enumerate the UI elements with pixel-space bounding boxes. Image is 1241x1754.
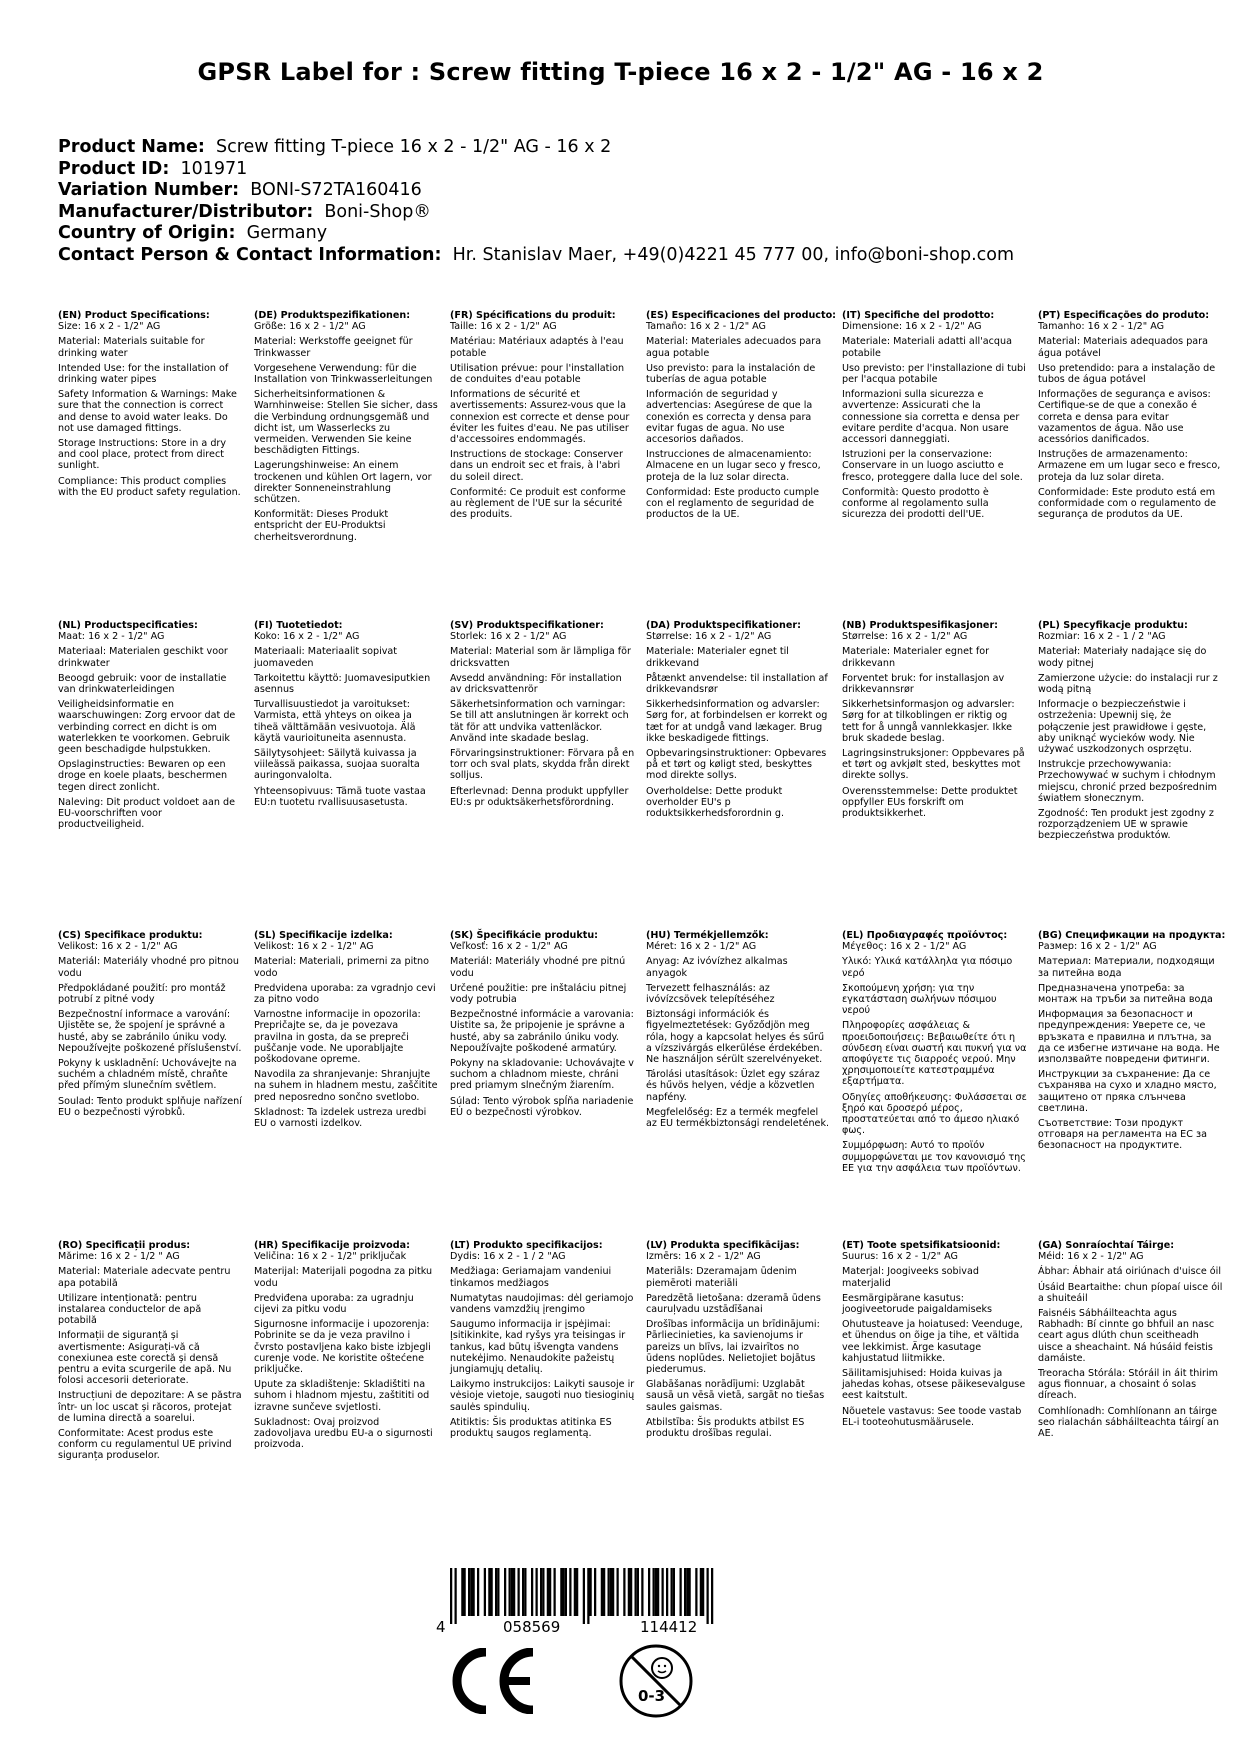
barcode-bar [563,1568,565,1616]
spec-line: Efterlevnad: Denna produkt uppfyller EU:s pr oduktsäkerhetsförordning. [450,785,629,808]
barcode-bar [673,1568,675,1616]
spec-line: Uso previsto: para la instalación de tuberías de agua potable [646,362,816,386]
spec-header: (EN) Product Specifications: [58,310,210,321]
spec-line: Υλικό: Υλικά κατάλληλα για πόσιμο νερό [842,956,1013,979]
spec-line: Conformidade: Este produto está em conformidade com o regulamento de segurança de produtos da UE. [1038,486,1217,521]
spec-line: Materjal: Joogiveeks sobivad materjalid [842,1266,979,1289]
spec-line: Vorgesehene Verwendung: für die Installation von Trinkwasserleitungen [254,362,433,386]
spec-line: Material: Werkstoffe geeignet für Trinkwasser [254,336,413,359]
spec-line: Beoogd gebruik: voor de installatie van drinkwaterleidingen [58,672,227,696]
spec-line: Veiligheidsinformatie en waarschuwingen: Zorg ervoor dat de verbinding correct en dicht is om waterlekken te voorkomen. Gebruik geen beschadigde hulpstukken. [58,699,236,756]
spec-line: Méid: 16 x 2 - 1/2" AG [1038,1251,1144,1263]
spec-line: Lagerungshinweise: An einem trockenen und kühlen Ort lagern, vor direkter Sonneneinstrahlung schützen. [254,460,432,506]
spec-line: Veličina: 16 x 2 - 1/2" priključak [254,1251,407,1263]
spec-line: Uso previsto: per l'installazione di tubi per l'acqua potabile [842,362,1026,386]
spec-header: (EL) Προδιαγραφές προϊόντος: [842,930,1008,941]
info-label: Product Name: [58,137,205,157]
spec-line: Tárolási utasítások: Üzlet egy száraz és hűvös helyen, védje a közvetlen napfény. [646,1069,820,1103]
info-manufacturer [58,202,1014,224]
spec-block [450,620,635,812]
spec-line: Medžiaga: Geriamajam vandeniui tinkamos medžiagos [450,1266,612,1289]
barcode-bar [695,1568,697,1616]
spec-block [254,1240,439,1454]
spec-line: Material: Materiales adecuados para agua potable [646,336,822,359]
spec-line: Atbilstība: Šis produkts atbilst ES produktu drošības regulai. [646,1416,805,1440]
spec-line: Upute za skladištenje: Skladištiti na suhom i hladnom mjestu, zaštititi od izravne sunčeve svjetlosti. [254,1379,430,1413]
barcode-bar [513,1568,515,1616]
info-product-id [58,159,1014,181]
spec-block [254,310,439,547]
spec-line: Atitiktis: Šis produktas atitinka ES produktų saugos reglamentą. [450,1416,612,1440]
spec-block [450,1240,635,1443]
barcode-bar [630,1568,632,1616]
spec-line: Påtænkt anvendelse: til installation af drikkevandsrør [646,672,828,696]
spec-line: Utilisation prévue: pour l'installation de conduites d'eau potable [450,362,625,386]
spec-header: (GA) Sonraíochtaí Táirge: [1038,1240,1175,1251]
spec-header: (NL) Productspecificaties: [58,620,198,631]
spec-line: Opslaginstructies: Bewaren op een droge en koele plaats, beschermen tegen direct zonlicht. [58,759,228,793]
barcode-bar [549,1568,551,1616]
spec-line: Instrucciones de almacenamiento: Almacene en un lugar seco y fresco, proteja de la luz solar directa. [646,449,821,483]
spec-line: Tarkoitettu käyttö: Juomavesiputkien asennus [254,672,431,696]
spec-line: Предназначена употреба: за монтаж на тръби за питейна вода [1038,982,1213,1006]
spec-line: Σκοπούμενη χρήση: για την εγκατάσταση σωλήνων πόσιμου νερού [842,982,997,1017]
barcode-bar [497,1568,499,1616]
spec-line: Størrelse: 16 x 2 - 1/2" AG [842,631,968,643]
spec-line: Méret: 16 x 2 - 1/2" AG [646,941,757,953]
spec-line: Navodila za shranjevanje: Shranjujte na suhem in hladnem mestu, zaščitite pred neposredno sončno svetlobo. [254,1069,438,1103]
spec-line: Conformitate: Acest produs este conform cu regulamentul UE privind siguranța produselor. [58,1428,232,1462]
spec-block [842,620,1027,823]
barcode-bar [707,1568,709,1624]
info-value: 101971 [180,158,248,179]
spec-line: Materiāls: Dzeramajam ūdenim piemēroti materiāli [646,1266,797,1289]
spec-line: Laikymo instrukcijos: Laikyti sausoje ir vėsioje vietoje, saugoti nuo tiesioginių saulės spindulių. [450,1379,635,1413]
barcode-digits-right: 114412 [640,1618,698,1636]
spec-line: Storlek: 16 x 2 - 1/2" AG [450,631,567,643]
barcode-bar [655,1568,657,1616]
spec-line: Glabāšanas norādījumi: Uzglabāt sausā un vēsā vietā, sargāt no tiešas saules gaismas. [646,1379,825,1413]
spec-line: Förvaringsinstruktioner: Förvara på en torr och sval plats, skydda från direkt solljus. [450,748,635,782]
barcode-digits-left: 4 [436,1618,446,1636]
spec-line: Συμμόρφωση: Αυτό το προϊόν συμμορφώνεται με τον κανονισμό της ΕΕ για την ασφάλεια των προϊόντων. [842,1140,1026,1174]
spec-line: Pokyny na skladovanie: Uchovávajte v suchom a chladnom mieste, chráni pred priamym slnečným žiarením. [450,1058,634,1092]
spec-line: Matériau: Matériaux adaptés à l'eau potable [450,336,624,359]
info-product-name [58,137,1014,159]
spec-line: Soulad: Tento produkt splňuje nařízení EU o bezpečnosti výrobků. [58,1095,242,1118]
spec-line: Treoracha Stórála: Stóráil in áit thirim agus fionnuar, a chosaint ó solas díreach. [1038,1368,1218,1402]
barcode-bar [657,1568,659,1616]
spec-line: Faisnéis Sábháilteachta agus Rabhadh: Bí cinnte go bhfuil an nasc ceart agus dlúth chun sceitheadh uisce a sheachaint. Ná húsáid feistis damáiste. [1038,1308,1215,1364]
spec-line: Predviđena uporaba: za ugradnju cijevi za pitku vodu [254,1292,414,1316]
spec-line: Úsáid Beartaithe: chun píopaí uisce óil a shuiteáil [1038,1281,1223,1304]
spec-header: (CS) Specifikace produktu: [58,930,203,941]
spec-header: (SV) Produktspecifikationer: [450,620,604,631]
spec-line: Safety Information & Warnings: Make sure that the connection is correct and dense to avoid water leaks. Do not use damaged fittings. [58,389,237,434]
age-label: 0-3 [638,1687,666,1705]
spec-line: Materiaal: Materialen geschikt voor drinkwater [58,646,228,669]
barcode-bar [587,1568,589,1624]
spec-block [450,930,635,1122]
info-value: Germany [246,223,328,243]
spec-line: Dydis: 16 x 2 - 1 / 2 "AG [450,1251,566,1263]
spec-header: (PT) Especificações do produto: [1038,310,1210,321]
spec-line: Veľkosť: 16 x 2 - 1/2" AG [450,941,568,953]
spec-line: Forventet bruk: for installasjon av drikkevannsrør [842,672,1005,696]
spec-header: (LT) Produkto specifikacijos: [450,1240,603,1251]
barcode-bar [590,1568,592,1616]
barcode-bar [504,1568,506,1616]
spec-header: (NB) Produktspesifikasjoner: [842,620,999,631]
spec-line: Πληροφορίες ασφάλειας & προειδοποιήσεις: Βεβαιωθείτε ότι η σύνδεση είναι σωστή και πυκνή για να αποφύγετε τις διαρροές νερού. Μην χρησιμοποιείτε κατεστραμμένα εξαρτήματα. [842,1020,1027,1088]
spec-header: (HU) Termékjellemzők: [646,930,769,941]
barcode-bar [612,1568,614,1616]
barcode-bar [601,1568,603,1616]
barcode-bar [662,1568,664,1616]
spec-block [646,620,831,823]
barcode-bar [461,1568,463,1616]
spec-line: Informacje o bezpieczeństwie i ostrzeżenia: Upewnij się, że połączenie jest prawidłowe i gęste, aby uniknąć wycieków wody. Nie używać uszkodzonych osprzętu. [1038,699,1207,756]
barcode-bar [455,1568,457,1624]
info-value: Boni-Shop® [324,201,431,222]
barcode-bar [653,1568,655,1616]
spec-line: Zgodność: Ten produkt jest zgodny z rozporządzeniem UE w sprawie bezpieczeństwa produktów. [1038,808,1214,842]
barcode-bar [603,1568,605,1616]
spec-line: Material: Materiais adequados para água potável [1038,336,1208,359]
spec-line: Intended Use: for the installation of drinking water pipes [58,362,229,386]
spec-block [450,310,635,524]
spec-line: Overholdelse: Dette produkt overholder EU's p roduktsikkerhedsforordnin g. [646,785,785,820]
barcode-bar [689,1568,691,1616]
spec-line: Určené použitie: pre inštaláciu pitnej vody potrubia [450,982,627,1006]
info-value: BONI-S72TA160416 [250,180,422,200]
spec-line: Saugumo informacija ir įspėjimai: Įsitikinkite, kad ryšys yra teisingas ir tankus, kad būtų išvengta vandens nutekėjimo. Nenaudokite pažeistų jungiamųjų detalių. [450,1319,626,1376]
barcode-bar [518,1568,520,1616]
barcode-bar [565,1568,567,1616]
spec-block [646,310,837,524]
spec-line: Материал: Материали, подходящи за питейна вода [1038,956,1215,979]
info-label: Contact Person & Contact Information: [58,244,442,265]
spec-block [254,930,439,1133]
barcode-bar [637,1568,639,1616]
spec-line: Konformität: Dieses Produkt entspricht der EU-Produktsi cherheitsverordnung. [254,509,389,543]
barcode-bar [617,1568,619,1616]
barcode-bar [680,1568,682,1616]
spec-line: Overensstemmelse: Dette produktet oppfyller EUs forskrift om produktsikkerhet. [842,785,1018,820]
spec-header: (RO) Specificații produs: [58,1240,191,1251]
spec-line: Instruções de armazenamento: Armazene em um lugar seco e fresco, proteja da luz solar direta. [1038,449,1221,483]
info-variation-number [58,180,1014,202]
spec-line: Material: Materials suitable for drinking water [58,336,205,359]
spec-line: Suurus: 16 x 2 - 1/2" AG [842,1251,958,1263]
spec-line: Materiale: Materialer egnet for drikkevann [842,646,990,669]
spec-line: Ohutusteave ja hoiatused: Veenduge, et ühendus on õige ja tihe, et vältida vee lekkimist. Ärge kasutage kahjustatud liitmikke. [842,1319,1023,1364]
spec-block [842,930,1027,1178]
spec-line: Tamanho: 16 x 2 - 1/2" AG [1038,321,1165,333]
spec-line: Informații de siguranță și avertismente: Asigurați-vă că conexiunea este corectă și densă pentru a evita scurgerile de apă. Nu folosi accesorii deteriorate. [58,1330,232,1387]
spec-line: Информация за безопасност и предупреждения: Уверете се, че връзката е правилна и плътна, за да се избегне изтичане на вода. Не използвайте повредени фитинги. [1038,1009,1220,1066]
spec-block [58,930,243,1122]
barcode-bar [608,1568,610,1616]
spec-line: Varnostne informacije in opozorila: Prepričajte se, da je povezava pravilna in gosta, da se prepreči puščanje vode. Ne uporabljajte poškodovane opreme. [254,1009,421,1066]
spec-line: Οδηγίες αποθήκευσης: Φυλάσσεται σε ξηρό και δροσερό μέρος, προστατεύεται από το άμεσο ηλιακό φως. [842,1091,1027,1137]
spec-line: Materiał: Materiały nadające się do wody pitnej [1038,646,1207,669]
spec-line: Materiale: Materialer egnet til drikkevand [646,646,789,669]
spec-line: Sikkerhedsinformation og advarsler: Sørg for, at forbindelsen er korrekt og tæt for at undgå vand lækager. Brug ikke beskadigede fittings. [646,699,828,744]
spec-line: Størrelse: 16 x 2 - 1/2" AG [646,631,772,643]
spec-line: Size: 16 x 2 - 1/2" AG [58,321,161,333]
ce-mark-icon [450,1648,540,1714]
spec-header: (BG) Спецификации на продукта: [1038,930,1226,941]
spec-line: Velikost: 16 x 2 - 1/2" AG [58,941,178,953]
barcode-bar [641,1568,643,1616]
spec-line: Materiál: Materiály vhodné pre pitnú vodu [450,956,626,979]
page-title: GPSR Label for : Screw fitting T-piece 16 x 2 - 1/2" AG - 16 x 2 [197,58,1044,86]
spec-line: Maat: 16 x 2 - 1/2" AG [58,631,165,643]
spec-header: (DE) Produktspezifikationen: [254,310,411,321]
barcode-bar [464,1568,466,1616]
spec-line: Opbevaringsinstruktioner: Opbevares på et tørt og køligt sted, beskyttes mod direkte sollys. [646,748,827,782]
barcode-bar [702,1568,704,1616]
barcode-bar [686,1568,688,1616]
spec-line: Izmērs: 16 x 2 - 1/2" AG [646,1251,761,1263]
spec-line: Informations de sécurité et avertissements: Assurez-vous que la connexion est correcte et dense pour éviter les fuites d'eau. Ne pas utiliser d'accessoires endommagés. [450,389,630,446]
barcode-bars [430,1568,730,1624]
spec-header: (HR) Specifikacije proizvoda: [254,1240,410,1251]
spec-block [646,1240,831,1443]
spec-block [842,1240,1027,1432]
barcode-bar [628,1568,630,1616]
barcode-bar [524,1568,526,1616]
spec-line: Nõuetele vastavus: See toode vastab EL-i tooteohutusmäärusele. [842,1405,1022,1428]
barcode-bar [542,1568,544,1616]
spec-line: Taille: 16 x 2 - 1/2" AG [450,321,557,333]
spec-line: Conformité: Ce produit est conforme au règlement de l'UE sur la sécurité des produits. [450,486,626,521]
spec-line: Säilitamisjuhised: Hoida kuivas ja jahedas kohas, otsese päikesevalguse eest kaitstult. [842,1368,1026,1402]
spec-line: Informazioni sulla sicurezza e avvertenze: Assicurati che la connessione sia corretta e densa per evitare perdite d'acqua. Non usare accessori danneggiati. [842,389,1020,446]
spec-line: Velikost: 16 x 2 - 1/2" AG [254,941,374,953]
info-label: Manufacturer/Distributor: [58,201,314,222]
barcode-bar [468,1568,470,1616]
barcode-bar [473,1568,475,1616]
spec-line: Bezpečnostné informácie a varovania: Uistite sa, že pripojenie je správne a husté, aby sa zabránilo úniku vody. Nepoužívajte poškodené armatúry. [450,1009,634,1054]
info-value: Hr. Stanislav Maer, +49(0)4221 45 777 00, info@boni-shop.com [452,244,1015,265]
spec-line: Conformidad: Este producto cumple con el reglamento de seguridad de productos de la UE. [646,486,819,521]
spec-line: Tamaño: 16 x 2 - 1/2" AG [646,321,766,333]
spec-block [254,620,439,812]
spec-line: Información de seguridad y advertencias: Asegúrese de que la conexión es correcta y densa para evitar fugas de agua. No use accesorios dañados. [646,389,813,446]
barcode-bar [711,1568,713,1624]
barcode-bar [484,1568,486,1616]
spec-line: Súlad: Tento výrobok spĺňa nariadenie EÚ o bezpečnosti výrobkov. [450,1095,634,1118]
barcode-bar [531,1568,533,1616]
spec-header: (PL) Specyfikacje produktu: [1038,620,1188,631]
spec-block [842,310,1027,524]
spec-line: Säilytysohjeet: Säilytä kuivassa ja viileässä paikassa, suojaa suoralta auringonvalolta. [254,748,420,782]
spec-header: (DA) Produktspecifikationer: [646,620,801,631]
spec-line: Größe: 16 x 2 - 1/2" AG [254,321,366,333]
barcode-bar [635,1568,637,1616]
barcode-bar [450,1568,452,1624]
spec-line: Předpokládané použití: pro montáž potrubí z pitné vody [58,982,226,1006]
barcode-digits-mid: 058569 [503,1618,561,1636]
spec-block [58,310,243,502]
spec-line: Materiale: Materiali adatti all'acqua potabile [842,336,1012,359]
spec-line: Turvallisuustiedot ja varoitukset: Varmista, että yhteys on oikea ja tiheä välttämään vesivuotoja. Älä käytä vaurioituneita asennusta. [254,699,416,744]
spec-line: Anyag: Az ivóvízhez alkalmas anyagok [646,956,788,979]
barcode-bar [495,1568,497,1616]
barcode-bar [536,1568,538,1616]
barcode-bar [574,1568,576,1616]
spec-line: Comhlíonadh: Comhlíonann an táirge seo rialachán sábháilteachta táirgí an AE. [1038,1405,1219,1440]
info-label: Country of Origin: [58,223,236,243]
info-label: Product ID: [58,158,170,179]
spec-line: Materiaali: Materiaalit sopivat juomaveden [254,646,398,669]
spec-block [1038,310,1223,524]
barcode-bar [684,1568,686,1616]
spec-line: Bezpečnostní informace a varování: Ujistěte se, že spojení je správné a husté, aby se zabránilo úniku vody. Nepoužívejte poškozené příslušenství. [58,1009,242,1054]
spec-line: Istruzioni per la conservazione: Conservare in un luogo asciutto e fresco, proteggere dalla luce del sole. [842,449,1023,483]
barcode-bar [547,1568,549,1616]
barcode-bar [488,1568,490,1616]
spec-line: Rozmiar: 16 x 2 - 1 / 2 "AG [1038,631,1166,643]
spec-line: Uso pretendido: para a instalação de tubos de água potável [1038,362,1216,386]
spec-line: Koko: 16 x 2 - 1/2" AG [254,631,360,643]
spec-line: Material: Materiali, primerni za pitno vodo [254,956,429,979]
spec-line: Pokyny k uskladnění: Uchovávejte na suchém a chladném místě, chraňte před přímým slunečním světlem. [58,1058,237,1092]
spec-line: Sigurnosne informacije i upozorenja: Pobrinite se da je veza pravilno i čvrsto postavljena kako biste izbjegli curenje vode. Ne koristite oštećene priključke. [254,1319,431,1376]
barcode-bar [671,1568,673,1616]
spec-line: Material: Materiale adecvate pentru apa potabilă [58,1266,231,1289]
spec-block [1038,1240,1223,1443]
spec-line: Ábhar: Ábhair atá oiriúnach d'uisce óil [1038,1266,1221,1278]
barcode-bar [666,1568,668,1616]
spec-line: Sukladnost: Ovaj proizvod zadovoljava uredbu EU-a o sigurnosti proizvoda. [254,1416,433,1451]
info-contact [58,245,1014,267]
spec-line: Sicherheitsinformationen & Warnhinweise: Stellen Sie sicher, dass die Verbindung ordnungsgemäß und dicht ist, um Wasserlecks zu vermeiden. Verwenden Sie keine beschädigten Fittings. [254,389,438,457]
spec-line: Utilizare intenționată: pentru instalarea conductelor de apă potabilă [58,1292,202,1327]
spec-line: Lagringsinstruksjoner: Oppbevares på et tørt og avkjølt sted, beskyttes mot direkte sollys. [842,748,1025,782]
spec-line: Megfelelőség: Ez a termék megfelel az EU termékbiztonsági rendeletének. [646,1106,830,1130]
spec-line: Material: Material som är lämpliga för dricksvatten [450,646,631,669]
barcode-bar [470,1568,472,1616]
spec-header: (SL) Specifikacije izdelka: [254,930,393,941]
spec-line: Размер: 16 x 2 - 1/2" AG [1038,941,1157,953]
barcode-bar [509,1568,511,1616]
spec-block [646,930,831,1133]
spec-line: Sikkerhetsinformasjon og advarsler: Sørg for at tilkoblingen er riktig og tett for å unngå vannlekkasjer. Ikke bruk skadede beslag. [842,699,1015,744]
spec-line: Skladnost: Ta izdelek ustreza uredbi EU o varnosti izdelkov. [254,1106,427,1130]
barcode-bar [540,1568,542,1616]
info-country-of-origin [58,223,1014,245]
info-label: Variation Number: [58,180,240,200]
barcode-bar [560,1568,562,1616]
barcode-bar [594,1568,596,1616]
barcode-bar [576,1568,578,1616]
spec-line: Инструкции за съхранение: Да се съхранява на сухо и хладно място, защитено от пряка слънчева светлина. [1038,1069,1217,1114]
barcode-bar [491,1568,493,1616]
spec-line: Mărime: 16 x 2 - 1/2 " AG [58,1251,180,1263]
barcode-bar [648,1568,650,1616]
spec-line: Predvidena uporaba: za vgradnjo cevi za pitno vodo [254,982,436,1006]
spec-header: (SK) Špecifikácie produktu: [450,930,599,941]
product-info [58,137,1014,266]
spec-line: Yhteensopivuus: Tämä tuote vastaa EU:n tuotetu rvallisuusasetusta. [254,785,426,808]
age-warning-icon [618,1643,694,1719]
spec-line: Tervezett felhasználás: az ivóvízcsövek telepítéséhez [646,982,775,1006]
barcode-bar [554,1568,556,1616]
spec-line: Numatytas naudojimas: dėl geriamojo vandens vamzdžių įrengimo [450,1292,634,1316]
spec-block [58,620,243,834]
spec-line: Eesmärgipärane kasutus: joogiveetorude paigaldamiseks [842,1292,993,1316]
spec-header: (ET) Toote spetsifikatsioonid: [842,1240,1001,1251]
info-value: Screw fitting T-piece 16 x 2 - 1/2" AG - 16 x 2 [216,137,612,157]
barcode-bar [477,1568,479,1616]
spec-line: Avsedd användning: För installation av dricksvattenrör [450,672,622,696]
spec-header: (LV) Produkta specifikācijas: [646,1240,800,1251]
spec-line: Conformità: Questo prodotto è conforme al regolamento sulla sicurezza dei prodotti dell'UE. [842,486,989,521]
spec-block [1038,930,1226,1156]
barcode-bar [569,1568,571,1616]
spec-line: Съответствие: Този продукт отговаря на регламента на ЕС за безопасност на продуктите. [1038,1118,1207,1152]
barcode-bar [700,1568,702,1616]
spec-line: Drošības informācija un brīdinājumi: Pārliecinieties, ka savienojums ir pareizs un blīvs, lai izvairītos no ūdens noplūdes. Nelietojiet bojātus piederumus. [646,1319,820,1376]
spec-line: Instructions de stockage: Conserver dans un endroit sec et frais, à l'abri du soleil direct. [450,449,623,483]
spec-line: Instrukcje przechowywania: Przechowywać w suchym i chłodnym miejscu, chronić przed bezpośrednim światłem słonecznym. [1038,759,1217,804]
spec-header: (IT) Specifiche del prodotto: [842,310,995,321]
barcode-bar [623,1568,625,1616]
spec-line: Materijal: Materijali pogodna za pitku vodu [254,1266,433,1289]
barcode-bar [511,1568,513,1616]
spec-line: Μέγεθος: 16 x 2 - 1/2" AG [842,941,967,953]
spec-block [58,1240,243,1466]
spec-line: Zamierzone użycie: do instalacji rur z wodą pitną [1038,672,1218,696]
spec-line: Compliance: This product complies with the EU product safety regulation. [58,475,241,498]
spec-line: Informações de segurança e avisos: Certifique-se de que a conexão é correta e densa para evitar vazamentos de água. Não use acessórios danificados. [1038,389,1211,446]
spec-header: (FR) Spécifications du produit: [450,310,616,321]
spec-line: Biztonsági információk és figyelmeztetések: Győződjön meg róla, hogy a kapcsolat helyes és sűrű a vízszivárgás elkerülése érdekében. Ne használjon sérült szerelvényeket. [646,1009,825,1066]
spec-header: (FI) Tuotetiedot: [254,620,343,631]
spec-header: (ES) Especificaciones del producto: [646,310,837,321]
spec-line: Materiál: Materiály vhodné pro pitnou vodu [58,956,239,979]
spec-line: Storage Instructions: Store in a dry and cool place, protect from direct sunlight. [58,438,227,472]
spec-block [1038,620,1223,846]
barcode-bar [610,1568,612,1616]
spec-line: Dimensione: 16 x 2 - 1/2" AG [842,321,982,333]
spec-line: Paredzētā lietošana: dzeramā ūdens cauruļvadu uzstādīšanai [646,1292,821,1316]
spec-line: Naleving: Dit product voldoet aan de EU-voorschriften voor productveiligheid. [58,796,235,831]
spec-line: Säkerhetsinformation och varningar: Se till att anslutningen är korrekt och tät för att undvika vattenläckor. Använd inte skadade beslag. [450,699,629,744]
spec-line: Instrucțiuni de depozitare: A se păstra într- un loc uscat și răcoros, protejat de lumina directă a soarelui. [58,1390,242,1424]
barcode-bar [522,1568,524,1616]
barcode-bar [583,1568,585,1624]
